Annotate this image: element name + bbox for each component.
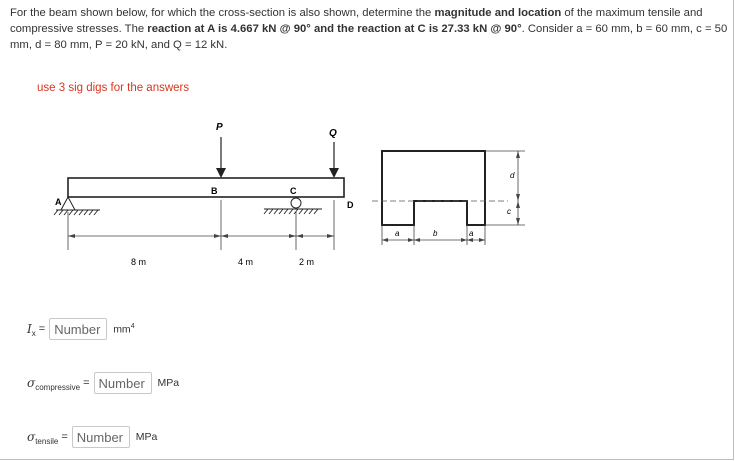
sigma-compressive-input[interactable] — [94, 372, 152, 394]
moment-of-inertia-row — [27, 318, 135, 340]
section-b-label: b — [433, 229, 438, 238]
ix-unit: $mm^4$ — [113, 322, 135, 336]
ix-symbol: $I_x$ — [27, 322, 36, 338]
section-vertical-dimensions — [485, 151, 525, 225]
span-ab-label: 8 m — [131, 257, 147, 267]
section-c-label: c — [507, 207, 511, 216]
point-b-label: B — [211, 186, 218, 196]
point-a-label: A — [55, 197, 62, 207]
problem-bold-2: reaction at A is 4.667 kN @ 90° and the reaction at C is 27.33 kN @ 90° — [147, 23, 522, 35]
load-p-arrowhead — [216, 168, 226, 178]
sigma-compressive-symbol: $\sigma_{compressive}$ — [27, 376, 81, 392]
tensile-stress-row — [27, 426, 157, 448]
compressive-stress-row — [27, 372, 179, 394]
roller-support-c — [264, 198, 322, 214]
load-q-label: Q — [329, 128, 337, 139]
sigma-tensile-input[interactable] — [72, 426, 130, 448]
sigma-tensile-symbol: $\sigma_{tensile}$ — [27, 430, 59, 446]
section-d-label: d — [510, 171, 515, 180]
ix-equals: = — [38, 323, 46, 335]
section-a-right-label: a — [469, 229, 474, 238]
cross-section-shape — [382, 151, 485, 225]
problem-text-1: For the beam shown below, for which the cross-section is also shown, determine the — [10, 7, 435, 19]
load-q-arrowhead — [329, 168, 339, 178]
problem-text-2: of the maximum tensile and compressive stresses. The — [10, 7, 703, 35]
section-a-left-label: a — [395, 229, 400, 238]
point-d-label: D — [347, 200, 354, 210]
sigma-compressive-equals: = — [83, 377, 90, 389]
problem-text-3: . Consider a = 60 mm, b = 60 mm, c = 50 mm, d = 80 mm, P = 20 kN, and Q = 12 kN. — [10, 23, 728, 51]
span-bc-label: 4 m — [238, 257, 254, 267]
sigma-compressive-unit: MPa — [157, 377, 180, 389]
sigma-tensile-unit: MPa — [135, 431, 158, 443]
point-c-label: C — [290, 186, 297, 196]
sig-digs-hint: use 3 sig digs for the answers — [37, 82, 190, 94]
load-p-label: P — [216, 122, 223, 133]
ix-input[interactable] — [49, 318, 107, 340]
beam-body — [68, 178, 344, 197]
problem-bold-1: magnitude and location — [434, 7, 562, 19]
sigma-tensile-equals: = — [61, 431, 68, 443]
span-cd-label: 2 m — [299, 257, 315, 267]
